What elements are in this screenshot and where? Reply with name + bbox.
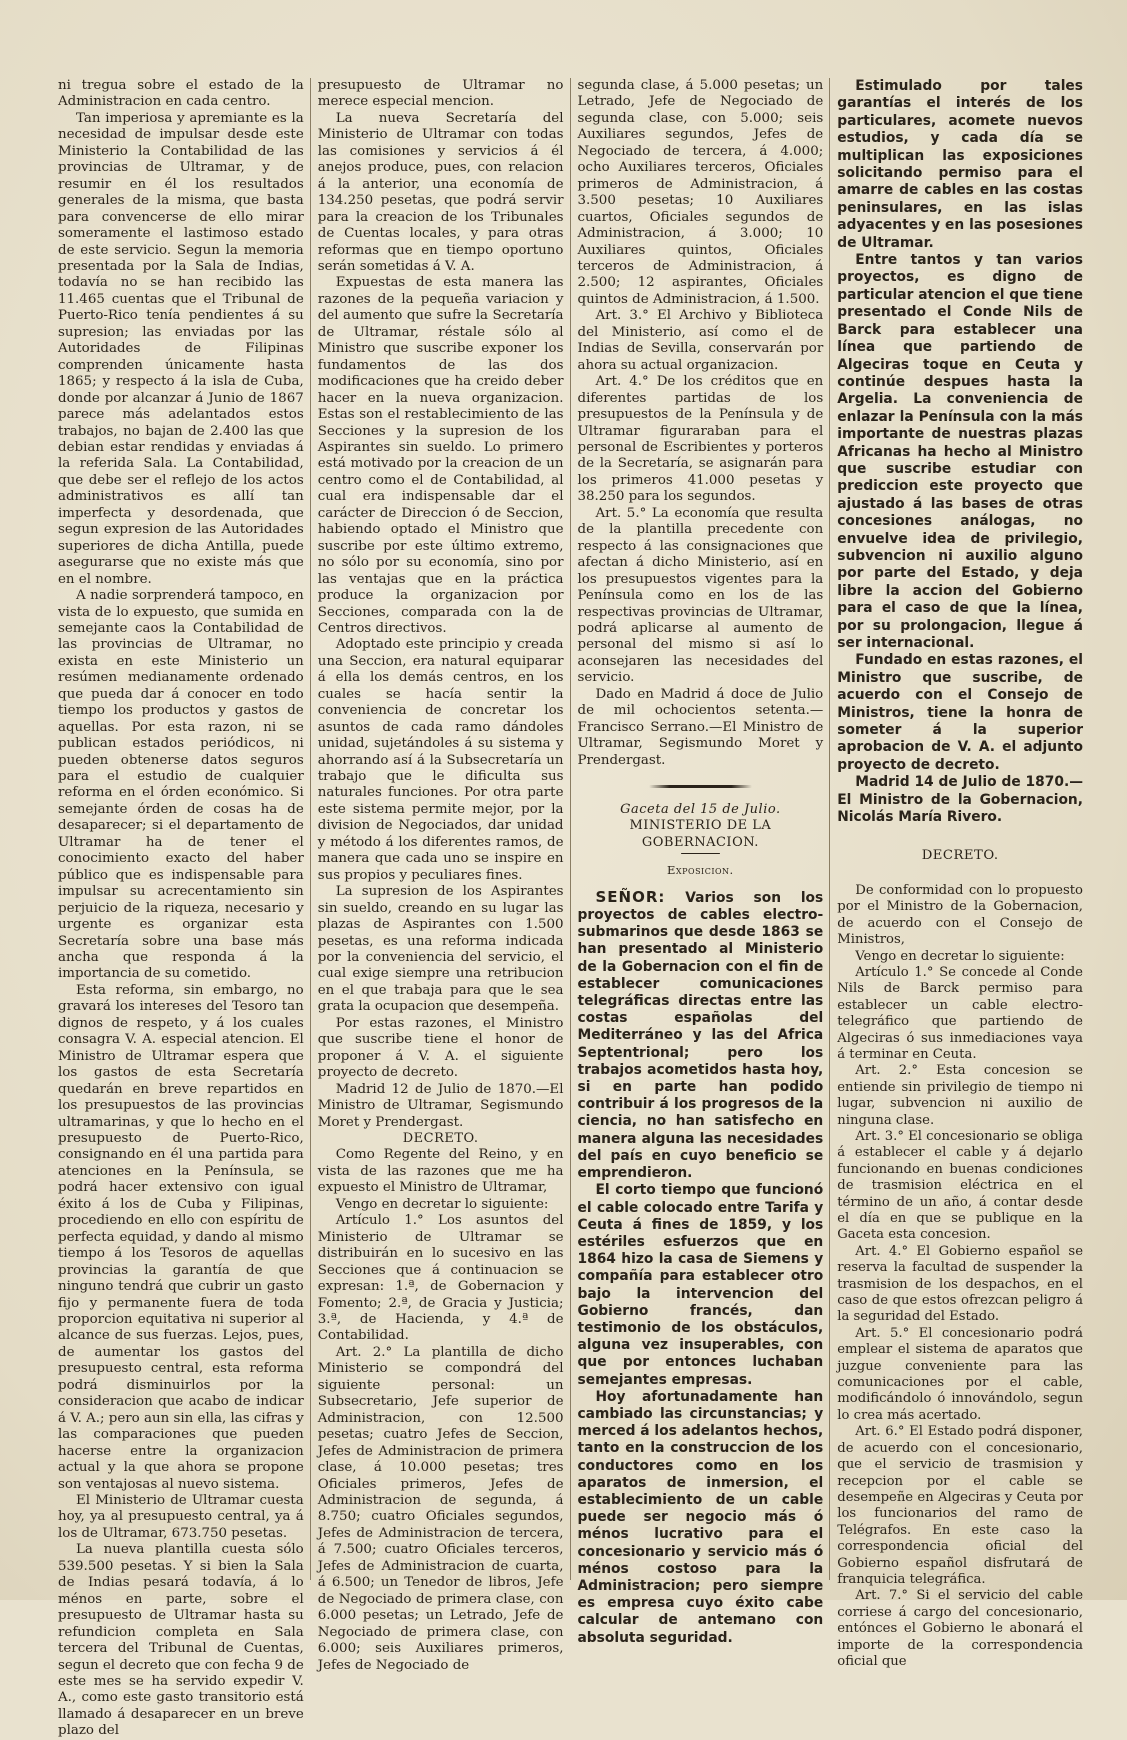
paragraph: ni tregua sobre el estado de la Administracion en cada centro. <box>58 78 304 110</box>
column-4 <box>837 78 1083 1669</box>
paragraph: Vengo en decretar lo siguiente: <box>335 1196 549 1212</box>
article: Art. 2.° Esta concesion se entiende sin privilegio de tiempo ni lugar, subvencion ni auxilio de ninguna clase. <box>837 1063 1083 1128</box>
paragraph: Como Regente del Reino, y en vista de las razones que me ha expuesto el Ministro de Ultramar, <box>317 1147 564 1196</box>
paragraph: Estimulado por tales garantías el interés de los particulares, acomete nuevos estudios, y cada día se multiplican las exposiciones solicitando permiso para el amarre de cables en las costas peninsulares, en las islas adyacentes y en las posesiones de Ultramar. <box>837 78 1083 251</box>
paragraph-text: Varios son los proyectos de cables electro-submarinos que desde 1863 se han presentado al Ministerio de la Gobernacion con el fin de establecer comunicaciones telegráficas directas entre las costas españolas del Mediterráneo y las del Africa Septentrional; pero los trabajos acometidos hasta hoy, si en parte han podido contribuir á los progresos de la ciencia, no han satisfecho en manera alguna las necesidades del país en cuyo beneficio se emprendieron. <box>577 889 824 1182</box>
exposicion-paragraph <box>578 889 824 1182</box>
article: Art. 3.° El Archivo y Biblioteca del Ministerio, así como el de Indias de Sevilla, conservarán por ahora su actual organizacion. <box>577 308 824 373</box>
paragraph: Hoy afortunadamente han cambiado las circunstancias; y merced á los adelantos hechos, tanto en la construccion de los conductores como en los aparatos de inmersion, el establecimiento de un cable puede ser negocio más ó ménos lucrativo para el concesionario y servicio más ó ménos costoso para la Administracion; pero siempre es empresa cuyo éxito cabe calcular de antemano con absoluta seguridad. <box>577 1388 824 1646</box>
paragraph: El Ministerio de Ultramar cuesta hoy, ya al presupuesto central, ya á los de Ultramar, 673.750 pesetas. <box>58 1492 304 1541</box>
article: Art. 3.° El concesionario se obliga á establecer el cable y á dejarlo funcionando en buenas condiciones de trasmision eléctrica en el término de un año, á contar desde el día en que se publique en la Gaceta esta concesion. <box>837 1128 1083 1243</box>
column-3 <box>577 78 824 1646</box>
paragraph: Vengo en decretar lo siguiente: <box>855 948 1065 964</box>
paragraph: El corto tiempo que funcionó el cable colocado entre Tarifa y Ceuta á fines de 1859, y los estériles esfuerzos que en 1864 hizo la casa de Siemens y compañía para establecer otro bajo la intervencion del Gobierno francés, dan testimonio de los obstáculos, alguna vez insuperables, con que por entonces luchaban semejantes empresas. <box>577 1182 824 1388</box>
article: Art. 7.° Si el servicio del cable corriese á cargo del concesionario, entónces el Gobierno le abonará el importe de la correspondencia oficial que <box>837 1588 1083 1669</box>
paragraph: Entre tantos y tan varios proyectos, es digno de particular atencion el que tiene presentado el Conde Nils de Barck para establecer una línea que partiendo de Algeciras toque en Ceuta y continúe despues hasta la Argelia. La conveniencia de enlazar la Península con la más importante de nuestras plazas Africanas ha hecho al Ministro que suscribe estudiar con prediccion este proyecto que ajustado á las bases de otras concesiones análogas, no envuelve idea de privilegio, subvencion ni auxilio alguno por parte del Estado, y deja libre la accion del Gobierno para el caso de que la línea, por su prolongacion, llegue á ser internacional. <box>837 252 1083 651</box>
paragraph: Adoptado este principio y creada una Seccion, era natural equiparar á ella los demás centros, en los cuales se hacía sentir la conveniencia de concretar los asuntos de cada ramo dándoles unidad, sujetándoles á su sistema y ahorrando así á la Subsecretaría un trabajo que le dificulta sus naturales funciones. Por otra parte este sistema permite mejor, por la division de Negociados, dar unidad y método á los diferentes ramos, de manera que cada uno se inspire en sus propios y peculiares fines. <box>317 637 564 883</box>
section-divider <box>649 785 752 788</box>
article: Artículo 1.° Los asuntos del Ministerio de Ultramar se distribuirán en lo sucesivo en las Secciones que á continuacion se expresan: 1.ª, de Gobernacion y Fomento; 2.ª, de Gracia y Justicia; 3.ª, de Hacienda, y 4.ª de Contabilidad. <box>317 1213 564 1344</box>
column-1 <box>58 78 304 1739</box>
paragraph: presupuesto de Ultramar no merece especial mencion. <box>317 78 564 110</box>
text-columns <box>58 78 1083 1739</box>
paragraph: Esta reforma, sin embargo, no gravará los intereses del Tesoro tan dignos de respeto, y á los cuales consagra V. A. especial atencion. El Ministro de Ultramar espera que los gastos de esta Secretaría quedarán en breve repartidos en los presupuestos de las provincias ultramarinas, y que lo hecho en el presupuesto de Puerto-Rico, consignando en él una partida para atenciones en la Península, se podrá hacer extensivo con igual éxito á los de Cuba y Filipinas, procediendo en ello con espíritu de perfecta equidad, y dando al mismo tiempo á los Tesoros de aquellas provincias la garantía de que ninguno tendrá que cubrir un gasto fijo y permanente fuera de toda proporcion equitativa ni superior al alcance de sus fuerzas. Lejos, pues, de aumentar los gastos del presupuesto central, esta reforma podrá disminuirlos por la consideracion que acabo de indicar á V. A.; pero aun sin ella, las cifras y las comparaciones que pueden hacerse entre la organizacion actual y la que ahora se propone son ventajosas al nuevo sistema. <box>58 982 304 1492</box>
ministry-heading: MINISTERIO DE LA GOBERNACION. <box>629 818 772 850</box>
paragraph: La nueva plantilla cuesta sólo 539.500 pesetas. Y si bien la Sala de Indias pesará todavía, á lo ménos en parte, sobre el presupuesto de Ultramar hasta su refundicion completa en Sala tercera del Tribunal de Cuentas, segun el decreto que con fecha 9 de este mes se ha servido expedir V. A., como este gasto transitorio está llamado á desaparecer en un breve plazo del <box>58 1542 304 1739</box>
article: Art. 5.° El concesionario podrá emplear el sistema de aparatos que juzgue conveniente para las comunicaciones por el cable, modificándolo ó innovándolo, segun lo crea más acertado. <box>837 1325 1083 1423</box>
paragraph: Fundado en estas razones, el Ministro que suscribe, de acuerdo con el Consejo de Ministros, tiene la honra de someter á la superior aprobacion de V. A. el adjunto proyecto de decreto. <box>837 652 1083 773</box>
article: Artículo 1.° Se concede al Conde Nils de Barck permiso para establecer un cable electro-telegráfico que partiendo de Algeciras ó sus inmediaciones vaya á terminar en Ceuta. <box>837 964 1083 1062</box>
paragraph: Por estas razones, el Ministro que suscribe tiene el honor de proponer á V. A. el siguiente proyecto de decreto. <box>317 1015 564 1081</box>
signature: Dado en Madrid á doce de Julio de mil ochocientos setenta.—Francisco Serrano.—El Ministro de Ultramar, Segismundo Moret y Prendergast. <box>577 686 824 768</box>
signature: Madrid 12 de Julio de 1870.—El Ministro de Ultramar, Segismundo Moret y Prendergast. <box>317 1081 564 1130</box>
article: Art. 4.° El Gobierno español se reserva la facultad de suspender la trasmision de los despachos, en el caso de que estos ofrezcan peligro á la seguridad del Estado. <box>837 1243 1083 1325</box>
article: Art. 6.° El Estado podrá disponer, de acuerdo con el concesionario, que el servicio de trasmision y recepcion por el cable se desempeñe en Algeciras y Ceuta por los funcionarios del ramo de Telégrafos. En este caso la correspondencia oficial del Gobierno español disfrutará de franquicia telegráfica. <box>837 1424 1083 1587</box>
paragraph: A nadie sorprenderá tampoco, en vista de lo expuesto, que sumida en semejante caos la Contabilidad de las provincias de Ultramar, no exista en este Ministerio un resúmen medianamente ordenado que pueda dar á conocer en todo tiempo los productos y gastos de aquellas. Por esta razon, ni se publican estados periódicos, ni pueden obtenerse datos seguros para el estudio de cualquier reforma en el órden económico. Si semejante órden de cosas ha de desaparecer; si el departamento de Ultramar ha de tener el conocimiento exacto del haber público que es indispensable para impulsar su acrecentamiento sin perjuicio de la riqueza, necesario y urgente es organizar esta Secretaría sobre una base más ancha que responda á la importancia de su cometido. <box>58 588 304 982</box>
column-2 <box>317 78 564 1673</box>
paragraph: Tan imperiosa y apremiante es la necesidad de impulsar desde este Ministerio la Contabilidad de las provincias de Ultramar, y de resumir en él los resultados generales de la misma, que basta para convencerse de ello mirar someramente el lastimoso estado de este servicio. Segun la memoria presentada por la Sala de Indias, todavía no se han recibido las 11.465 cuentas que el Tribunal de Puerto-Rico tenía pendientes á su supresion; las enviadas por las Autoridades de Filipinas comprenden únicamente hasta 1865; y respecto á la isla de Cuba, donde por alcanzar á Junio de 1867 parece más adelantados estos trabajos, no bajan de 2.400 las que debian estar rendidas y enviadas á la referida Sala. La Contabilidad, que debe ser el reflejo de los actos administrativos es allí tan imperfecta y desordenada, que segun expresion de las Autoridades superiores de dicha Antilla, puede asegurarse que no existe más que en el nombre. <box>58 110 304 587</box>
paragraph: La nueva Secretaría del Ministerio de Ultramar con todas las comisiones y servicios á él anejos produce, pues, con relacion á la anterior, una economía de 134.250 pesetas, que podrá servir para la creacion de los Tribunales de Cuentas locales, y para otras reformas que en tiempo oportuno serán sometidas á V. A. <box>317 110 564 274</box>
salutation: SEÑOR: <box>595 887 666 906</box>
paragraph: La supresion de los Aspirantes sin sueldo, creando en su lugar las plazas de Aspirantes con 1.500 pesetas, es una reforma indicada por la conveniencia del servicio, el cual exige siempre una retribucion en el que trabaja para que le sea grata la ocupacion que desempeña. <box>317 884 564 1015</box>
decreto-heading: DECRETO. <box>402 1131 479 1146</box>
article: Art. 2.° La plantilla de dicho Ministerio se compondrá del siguiente personal: un Subsecretario, Jefe superior de Administracion, con 12.500 pesetas; cuatro Jefes de Seccion, Jefes de Administracion de primera clase, á 10.000 pesetas; tres Oficiales primeros, Jefes de Administracion de segunda, á 8.750; cuatro Oficiales segundos, Jefes de Administracion de tercera, á 7.500; cuatro Oficiales terceros, Jefes de Administracion de cuarta, á 6.500; un Tenedor de libros, Jefe de Negociado de primera clase, con 6.000 pesetas; un Letrado, Jefe de Negociado de primera clase, con 6.000; seis Auxiliares primeros, Jefes de Negociado de <box>317 1344 564 1673</box>
short-divider <box>681 853 720 854</box>
gaceta-date: Gaceta del 15 de Julio. <box>620 802 781 818</box>
article: Art. 4.° De los créditos que en diferentes partidas de los presupuestos de la Península y de Ultramar figuraraban para el personal de Escribientes y porteros de la Secretaría, se asignarán para los primeros 41.000 pesetas y 38.250 para los segundos. <box>577 374 824 505</box>
paragraph: segunda clase, á 5.000 pesetas; un Letrado, Jefe de Negociado de segunda clase, con 5.000; seis Auxiliares segundos, Jefes de Negociado de tercera, á 4.000; ocho Auxiliares terceros, Oficiales primeros de Administracion, á 3.500 pesetas; 10 Auxiliares cuartos, Oficiales segundos de Administracion, á 3.000; 10 Auxiliares quintos, Oficiales terceros de Administracion, á 2.500; 12 aspirantes, Oficiales quintos de Administracion, á 1.500. <box>577 78 824 307</box>
article: Art. 5.° La economía que resulta de la plantilla precedente con respecto á las consignaciones que afectan á dicho Ministerio, así en los presupuestos vigentes para la Península como en los de las respectivas provincias de Ultramar, podrá aplicarse al aumento de personal del mismo si así lo aconsejaren las necesidades del servicio. <box>577 505 824 686</box>
paragraph: Expuestas de esta manera las razones de la pequeña variacion y del aumento que sufre la Secretaría de Ultramar, réstale sólo al Ministro que suscribe exponer los fundamentos de las dos modificaciones que ha creido deber hacer en la nueva organizacion. Estas son el restablecimiento de las Secciones y la supresion de los Aspirantes sin sueldo. Lo primero está motivado por la creacion de un centro como el de Contabilidad, al cual era indispensable dar el carácter de Direccion ó de Seccion, habiendo optado el Ministro que suscribe por este último extremo, no sólo por su economía, sino por las ventajas que en la práctica produce la organizacion por Secciones, comparada con la de Centros directivos. <box>317 275 564 636</box>
decreto-heading: DECRETO. <box>921 848 999 864</box>
exposicion-heading: Exposicion. <box>667 863 734 878</box>
signature: Madrid 14 de Julio de 1870.—El Ministro de la Gobernacion, Nicolás María Rivero. <box>837 774 1083 826</box>
paragraph: De conformidad con lo propuesto por el Ministro de la Gobernacion, de acuerdo con el Consejo de Ministros, <box>837 882 1083 948</box>
